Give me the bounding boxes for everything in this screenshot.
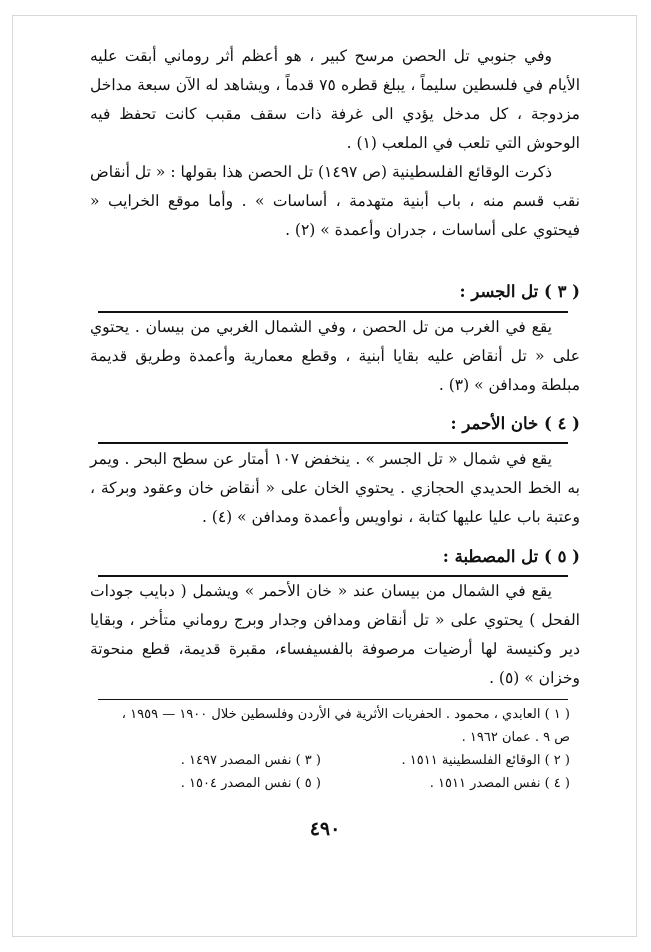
footnote-1-line-2: ص ٩ . عمان ١٩٦٢ .: [461, 730, 570, 745]
section-text-tell-al-mastaba: [90, 577, 580, 693]
section-text-tell-al-jisr: [90, 313, 580, 400]
footnote-3: ( ٣ ) نفس المصدر ١٤٩٧ .: [180, 753, 321, 768]
footnote-2: ( ٢ ) الوقائع الفلسطينية ١٥١١ .: [401, 753, 570, 768]
paragraph-palestine-records: ذكرت الوقائع الفلسطينية (ص ١٤٩٧) تل الحصن هذا بقولها : « تل أنقاض نقب قسم منه ، باب أبنية متهدمة ، أساسات » . وأما موقع الخرايب « فيحتوي على أساسات ، جدران وأعمدة » (٢) .: [90, 163, 580, 239]
page-number: ٤٩٠: [309, 818, 341, 840]
book-page: [20, 20, 630, 932]
footnotes: [92, 703, 570, 795]
footnote-5: ( ٥ ) نفس المصدر ١٥٠٤ .: [180, 776, 321, 791]
section-heading-tell-al-mastaba: ( ٥ ) تل المصطبة :: [442, 547, 580, 566]
footnote-4: ( ٤ ) نفس المصدر ١٥١١ .: [429, 776, 570, 791]
section-rule: [98, 442, 568, 444]
footnote-grid: [92, 749, 570, 795]
section-body: يقع في الشمال من بيسان عند « خان الأحمر » ويشمل ( دبايب جودات الفحل ) يحتوي على « تل أنقاض ومدافن وجدار وبرج روماني متأخر ، وبقايا دير وكنيسة لها أرضيات مرصوفة بالفسيفساء، مقبرة قديمة، قطع منحوتة وخزان » (٥) .: [90, 582, 580, 687]
section-body: يقع في شمال « تل الجسر » . ينخفض ١٠٧ أمتار عن سطح البحر . ويمر به الخط الحديدي الحجازي . يحتوي الخان على « أنقاض خان وعقود وبركة ، وعتبة باب عليا عليها كتابة ، نواويس وأعمدة ومدافن » (٤) .: [90, 450, 580, 526]
section-body: يقع في الغرب من تل الحصن ، وفي الشمال الغربي من بيسان . يحتوي على « تل أنقاض عليه بقايا أبنية ، وقطع معمارية وأعمدة وطريق قديمة مبلطة ومدافن » (٣) .: [90, 318, 580, 394]
intro-paragraph-block: [90, 42, 580, 245]
footnote-1-line-1: ( ١ ) العابدي ، محمود . الحفريات الأثرية في الأردن وفلسطين خلال ١٩٠٠ — ١٩٥٩ ،: [121, 707, 570, 722]
section-heading-tell-al-jisr: ( ٣ ) تل الجسر :: [459, 282, 580, 301]
section-heading-khan-al-ahmar: ( ٤ ) خان الأحمر :: [450, 414, 580, 433]
footnote-separator: [98, 699, 568, 700]
section-text-khan-al-ahmar: [90, 445, 580, 532]
paragraph-roman-theater: وفي جنوبي تل الحصن مرسح كبير ، هو أعظم أثر روماني أبقت عليه الأيام في فلسطين سليماً ، يبلغ قطره ٧٥ قدماً ، ويشاهد له الآن سبعة مداخل مزدوجة ، كل مدخل يؤدي الى غرفة ذات سقف مقبب كانت تحفظ فيه الوحوش التي تلعب في الملعب (١) .: [90, 47, 580, 152]
